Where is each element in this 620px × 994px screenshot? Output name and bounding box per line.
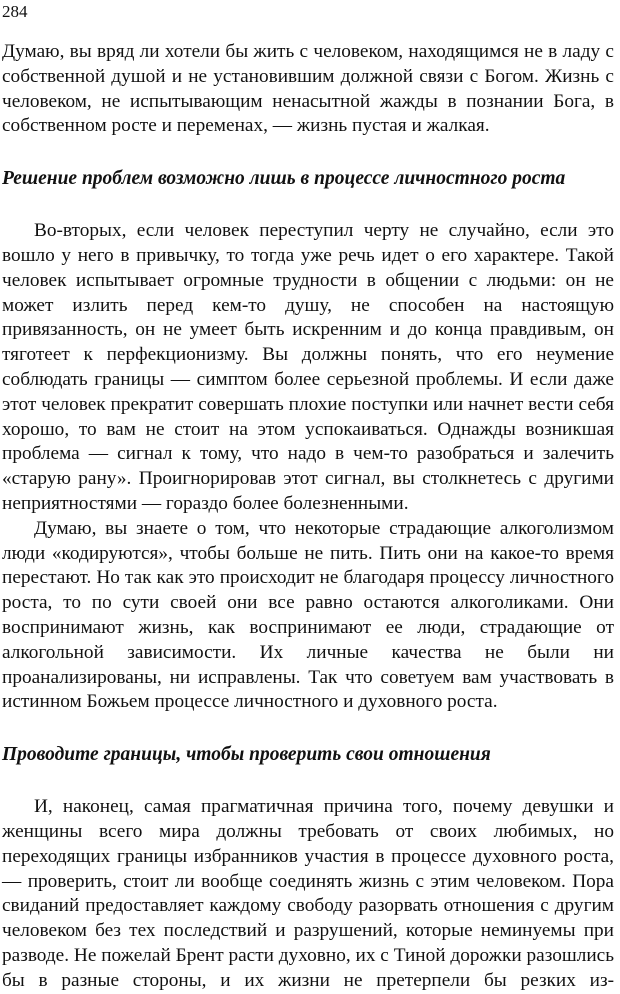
body-paragraph: Думаю, вы знаете о том, что некоторые страдающие алкоголизмом люди «кодируются», чтобы больше не пить. Пить они на какое-то время перестают. Но так как это происходит не благодаря процессу личностного роста, то по сути своей они все равно остаются алкоголиками. Они воспринимают жизнь, как воспринимают ее люди, страдающие от алкогольной зависимости. Их личные качества не были ни проанализированы, ни исправлены. Так что советуем вам участвовать в истинном Божьем процессе личностного и духовного роста.: [2, 517, 614, 713]
intro-paragraph: Думаю, вы вряд ли хотели бы жить с человеком, находящимся не в ладу с собственной душой и не установившим должной связи с Богом. Жизнь с человеком, не испытывающим ненасытной жажды в познании Бога, в собственном росте и переменах, — жизнь пустая и жалкая.: [2, 41, 614, 137]
page-number: 284: [2, 2, 28, 21]
section-heading-personal-growth: Решение проблем возможно лишь в процессе личностного роста: [2, 168, 566, 190]
body-paragraph: Во-вторых, если человек переступил черту не случайно, если это вошло у него в привычку, то тогда уже речь идет о его характере. Такой человек испытывает огромные трудности в общении с людьми: он не может излить перед кем-то душу, не способен на настоящую привязанность, он не умеет быть искренним и до конца правдивым, он тяготеет к перфекционизму. Вы должны понять, что его неумение соблюдать границы — симптом более серьезной проблемы. И если даже этот человек прекратит совершать плохие поступки или начнет вести себя хорошо, то вам не стоит на этом успокаиваться. Однажды возникшая проблема — сигнал к тому, что надо в чем-то разобраться и залечить «старую рану». Проигнорировав этот сигнал, вы столкнетесь с другими неприятностями — гораздо более болезненными.: [2, 220, 614, 514]
body-paragraph: И, наконец, самая прагматичная причина того, почему девушки и женщины всего мира должны требовать от своих любимых, но переходящих границы избранников участия в процессе духовного роста, — проверить, стоит ли вообще соединять жизнь с этим человеком. Пора свиданий предоставляет каждому свободу разорвать отношения с другим человеком без тех последствий и разрушений, которые неминуемы при разводе. Не пожелай Брент расти духовно, их с Тиной дорожки разошлись бы в разные стороны, и их жизни не претерпели бы резких из-: [2, 796, 614, 991]
section-heading-test-relationships: Проводите границы, чтобы проверить свои отношения: [2, 744, 491, 766]
book-page: [0, 2, 620, 991]
